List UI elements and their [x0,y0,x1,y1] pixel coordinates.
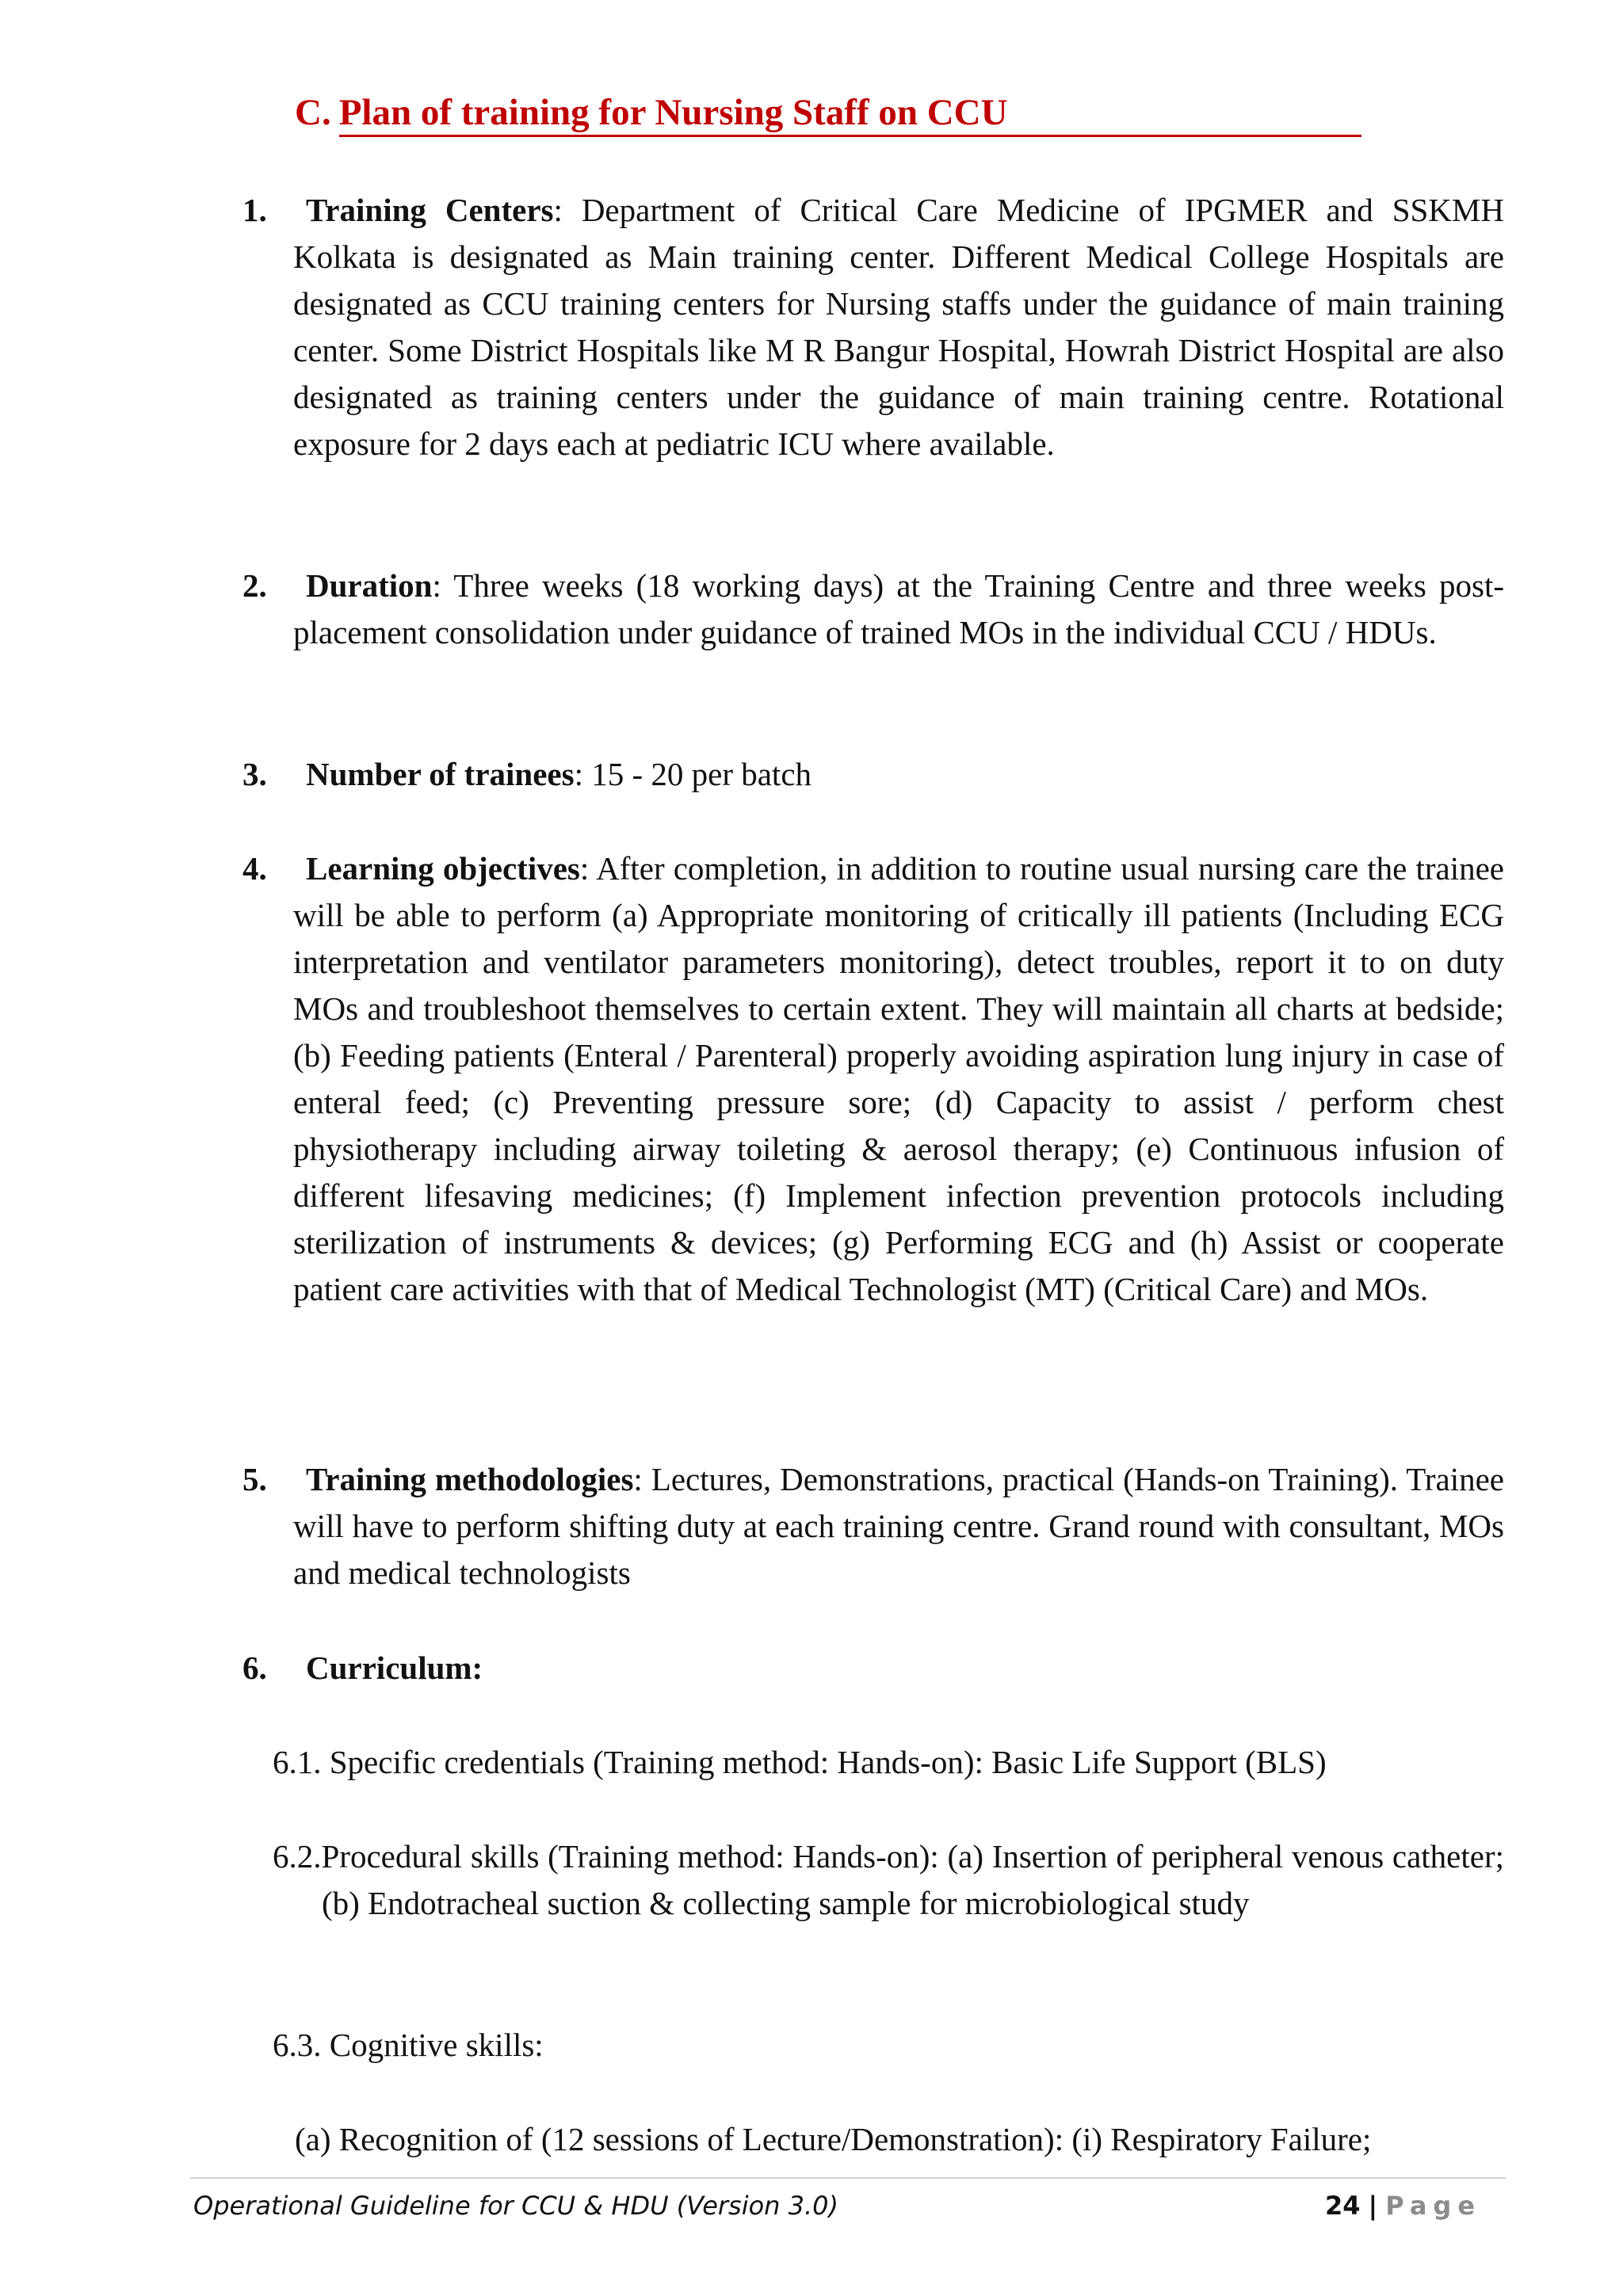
item-text: : 15 - 20 per batch [574,756,812,792]
item-number: 5. [242,1461,267,1497]
item-text: : Department of Critical Care Medicine of IPGMER and SSKMH Kolkata is designated as Main training center. Different Medical College Hospitals are designated as CCU training centers for Nursing staffs under the guidance of main training center. Some District Hospitals like M R Bangur Hospital, Howrah District Hospital are also designated as training centers under the guidance of main training centre. Rotational exposure for 2 days each at pediatric ICU where available. [293,192,1504,462]
item-label: Learning objectives [306,850,580,887]
item-label: Training methodologies [306,1461,634,1497]
subitem-text: 6.3. Cognitive skills: [273,2027,544,2063]
item-number: 6. [242,1650,267,1686]
subitem-cognitive-skills [273,2022,1504,2069]
list-item-curriculum [242,1645,1504,1691]
section-heading [295,89,1382,137]
footer-page-label [1325,2188,1481,2223]
list-item-training-centers [242,187,1504,467]
item-label: Training Centers [306,192,554,228]
footer-divider [190,2177,1506,2179]
item-label: Curriculum: [306,1650,483,1686]
item-number: 2. [242,567,267,604]
subitem-procedural-skills [273,1833,1504,1927]
item-number: 4. [242,850,267,887]
list-item-number-of-trainees [242,751,1504,798]
subitem-specific-credentials [273,1739,1504,1786]
item-number: 1. [242,192,267,228]
page-word: Page [1385,2191,1482,2221]
item-text: : Lectures, Demonstrations, practical (Hands-on Training). Trainee will have to perform shifting duty at each training centre. Grand round with consultant, MOs and medical technologists [293,1461,1504,1591]
item-label: Duration [306,567,433,604]
list-item-duration [242,563,1504,656]
page-number: 24 [1325,2191,1361,2221]
item-label: Number of trainees [306,756,575,792]
section-title: Plan of training for Nursing Staff on CCU [339,90,1361,137]
footer-document-title: Operational Guideline for CCU & HDU (Version 3.0) [193,2191,838,2221]
footer-separator: | [1368,2191,1378,2221]
subitem-text: 6.1. Specific credentials (Training method: Hands-on): Basic Life Support (BLS) [273,1744,1327,1780]
subsub-recognition [295,2116,1504,2163]
item-number: 3. [242,756,267,792]
list-item-training-methodologies [242,1456,1504,1596]
item-text: : Three weeks (18 working days) at the Training Centre and three weeks post-placement consolidation under guidance of trained MOs in the individual CCU / HDUs. [293,567,1504,650]
section-letter: C. [295,92,331,133]
subsub-text: (a) Recognition of (12 sessions of Lecture/Demonstration): (i) Respiratory Failure; [295,2121,1372,2157]
item-text: : After completion, in addition to routine usual nursing care the trainee will be able to perform (a) Appropriate monitoring of critically ill patients (Including ECG interpretation and ventilator parameters monitoring), detect troubles, report it to on duty MOs and troubleshoot themselves to certain extent. They will maintain all charts at bedside; (b) Feeding patients (Enteral / Parenteral) properly avoiding aspiration lung injury in case of enteral feed; (c) Preventing pressure sore; (d) Capacity to assist / perform chest physiotherapy including airway toileting & aerosol therapy; (e) Continuous infusion of different lifesaving medicines; (f) Implement infection prevention protocols including sterilization of instruments & devices; (g) Performing ECG and (h) Assist or cooperate patient care activities with that of Medical Technologist (MT) (Critical Care) and MOs. [293,850,1504,1307]
subitem-text: 6.2.Procedural skills (Training method: Hands-on): (a) Insertion of peripheral venous catheter; (b) Endotracheal suction & collecting sample for microbiological study [273,1838,1504,1921]
list-item-learning-objectives [242,845,1504,1313]
